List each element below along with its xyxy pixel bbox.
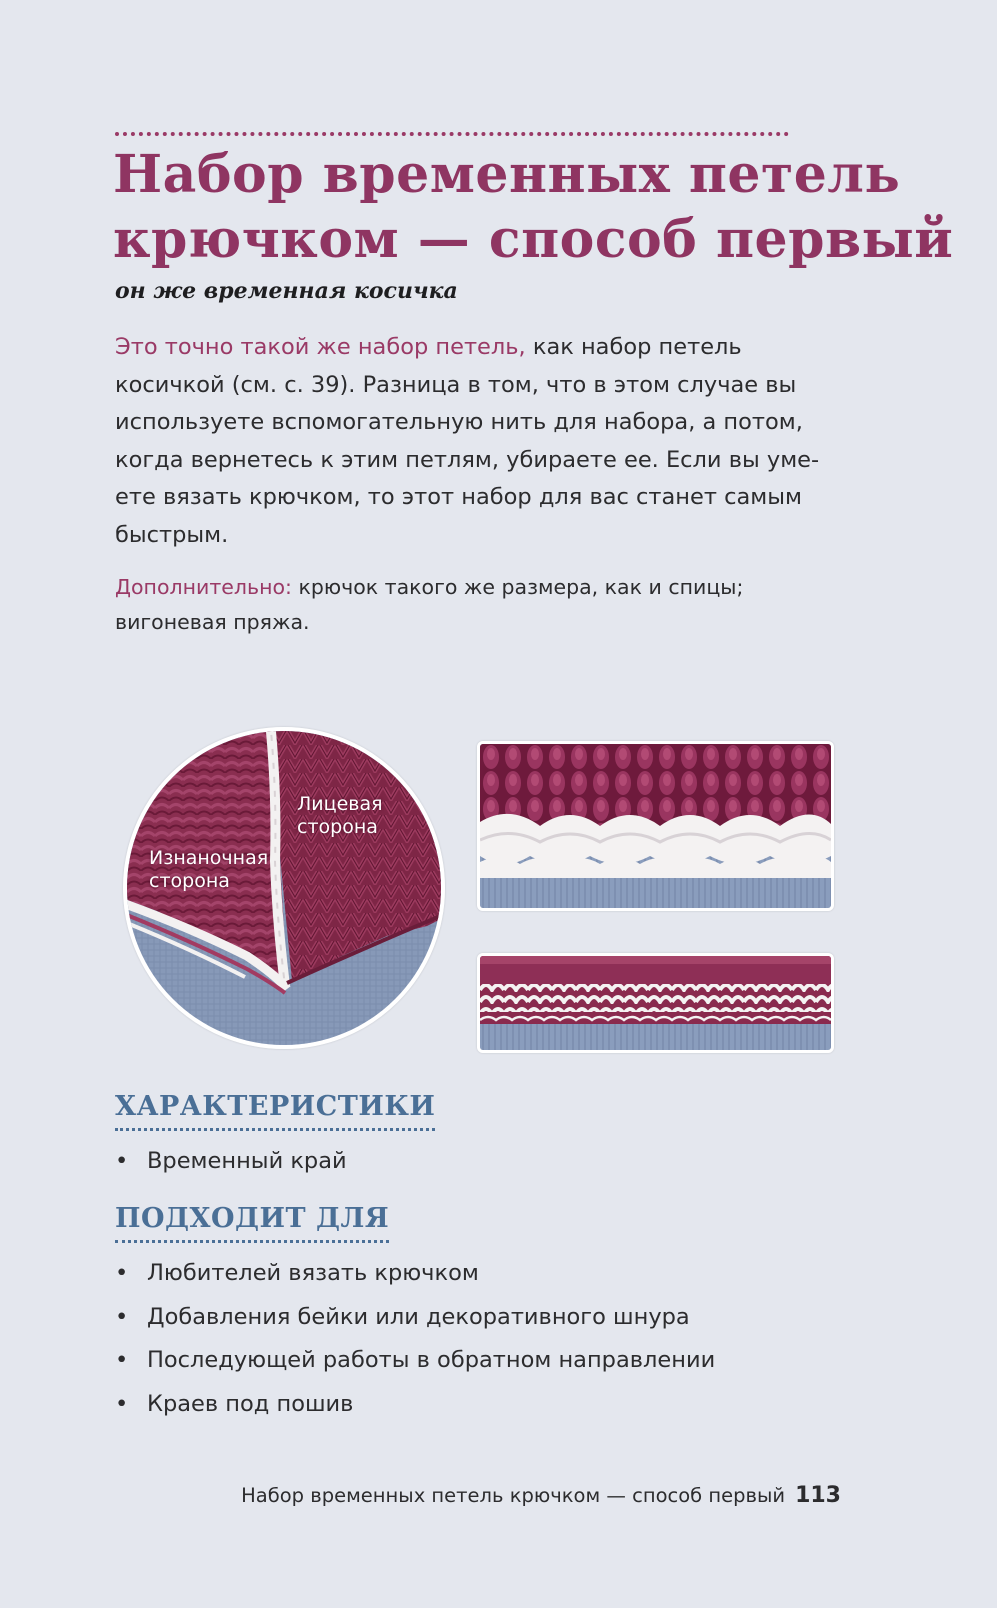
label-front-line2: сторона	[297, 816, 378, 838]
list-item	[115, 1296, 715, 1340]
list-item	[115, 1383, 715, 1427]
intro-highlight: Это точно такой же набор петель,	[115, 334, 526, 360]
page-number: 113	[795, 1483, 841, 1508]
list-item-text: Краев под пошив	[147, 1390, 354, 1417]
bullet-icon: •	[115, 1347, 129, 1373]
knitting-photo-edge-bottom	[477, 953, 834, 1053]
knitting-photo-closeup	[123, 727, 445, 1049]
running-title: Набор временных петель крючком — способ первый	[241, 1484, 786, 1507]
list-item	[115, 1252, 715, 1296]
intro-text: как набор петель косичкой (см. с. 39). Разница в том, что в этом случае вы используете вспомогательную нить для набора, а потом, когда вернетесь к этим петлям, убираете ее. Если вы уме-ете вязать крючком, то этот набор для вас станет самым быстрым.	[115, 334, 820, 548]
label-front-side	[297, 793, 383, 839]
additional-text: крючок такого же размера, как и спицы; вигоневая пряжа.	[115, 575, 744, 634]
list-item-text: Временный край	[147, 1148, 347, 1174]
label-back-line1: Изнаночная	[149, 847, 269, 869]
list-item-text: Добавления бейки или декоративного шнура	[147, 1303, 690, 1330]
list-item-text: Любителей вязать крючком	[147, 1260, 479, 1286]
title-line-1: Набор временных петель	[113, 144, 901, 205]
additional-materials	[115, 570, 835, 640]
page-subtitle: он же временная косичка	[115, 278, 458, 304]
bullet-icon: •	[115, 1148, 129, 1174]
bullet-icon: •	[115, 1303, 129, 1330]
page-footer	[241, 1483, 841, 1508]
section-heading-characteristics: ХАРАКТЕРИСТИКИ	[115, 1090, 435, 1131]
title-line-2: крючком — способ первый	[113, 209, 954, 270]
list-item-text: Последующей работы в обратном направлении	[147, 1347, 716, 1373]
suitable-for-list	[115, 1252, 715, 1426]
list-item	[115, 1339, 715, 1383]
title-dotted-rule	[115, 132, 789, 136]
label-front-line1: Лицевая	[297, 793, 383, 815]
knitting-photo-edge-top	[477, 741, 834, 911]
page-title	[113, 142, 953, 272]
label-back-side	[149, 847, 268, 893]
bullet-icon: •	[115, 1260, 129, 1286]
additional-label: Дополнительно:	[115, 575, 292, 599]
intro-paragraph	[115, 329, 835, 554]
section-heading-suitable-for: ПОДХОДИТ ДЛЯ	[115, 1202, 389, 1243]
label-back-line2: сторона	[149, 870, 230, 892]
knitting-illustration-rect-2	[480, 956, 831, 1050]
characteristics-list	[115, 1140, 347, 1184]
knitting-illustration-rect-1	[480, 744, 831, 908]
bullet-icon: •	[115, 1390, 129, 1417]
list-item	[115, 1140, 347, 1184]
